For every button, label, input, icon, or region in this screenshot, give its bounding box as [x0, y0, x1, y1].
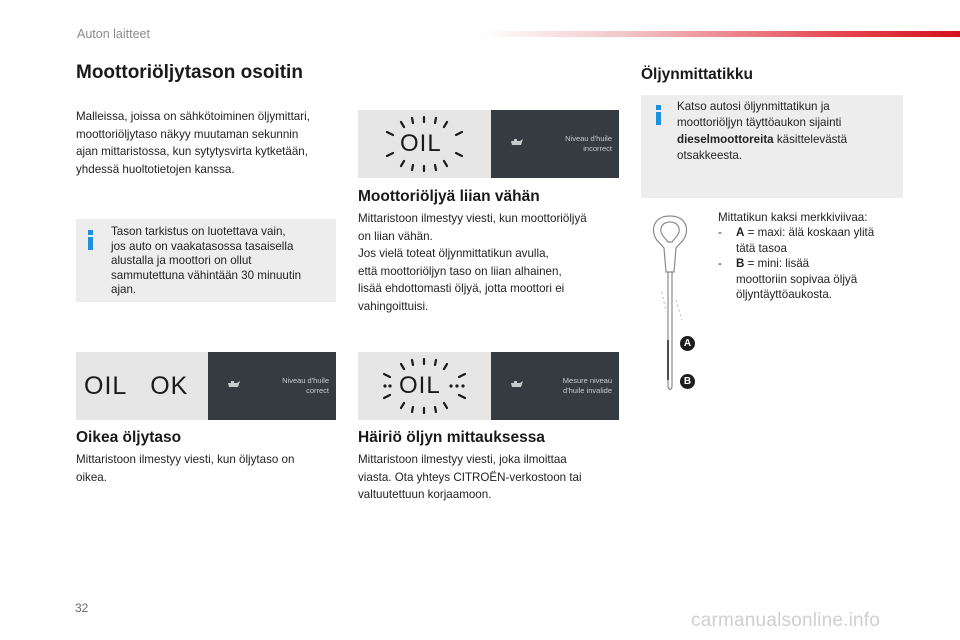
dashboard-message-line: d'huile invalide — [563, 385, 612, 395]
note-line: moottoriöljyn täyttöaukon sijainti — [677, 116, 842, 130]
oil-fault-display — [358, 352, 491, 420]
low-oil-line: vahingoittuisi. — [358, 299, 429, 313]
intro-line: ajan mittaristossa, kun sytytysvirta kytketään, — [76, 145, 308, 158]
dashboard-message — [534, 376, 612, 395]
note-line: ajan. — [111, 283, 137, 297]
dashboard-message-line: Mesure niveau — [562, 376, 612, 385]
dashboard-message — [534, 134, 612, 153]
header-accent-bar — [480, 31, 960, 37]
note-line: sammutettuna vähintään 30 minuutin — [111, 268, 302, 282]
intro-line: Malleissa, joissa on sähkötoiminen öljymittari, — [76, 110, 310, 123]
oil-ok-line: Mittaristoon ilmestyy viesti, kun öljytaso on — [76, 453, 295, 466]
low-oil-line: on liian vähän. — [358, 229, 433, 243]
low-oil-line: että moottoriöljyn taso on liian alhainen, — [358, 264, 562, 278]
mark-b-text: öljyntäyttöaukosta. — [736, 288, 833, 302]
oil-ok-label: OIL OK — [84, 372, 189, 400]
note-line — [677, 132, 847, 148]
oil-can-icon — [510, 379, 524, 389]
mark-a-letter: A — [736, 226, 745, 240]
mark-a-text: tätä tasoa — [736, 241, 787, 255]
note-line: alustalla ja moottori on ollut — [111, 254, 252, 268]
oil-ok-line: oikea. — [76, 470, 107, 484]
dipstick-title: Öljynmittatikku — [641, 66, 753, 83]
oil-fault-line: viasta. Ota yhteys CITROËN-verkostoon tai — [358, 470, 582, 484]
list-dash: - — [718, 226, 722, 240]
dashboard-message — [252, 376, 329, 395]
dashboard-oil-ok — [76, 352, 336, 420]
note-line: Katso autosi öljynmittatikun ja — [677, 100, 830, 113]
oil-ok-title: Oikea öljytaso — [76, 429, 182, 446]
note-bold-term: dieselmoottoreita — [677, 132, 774, 146]
intro-line: moottoriöljytaso näkyy muutaman sekunnin — [76, 127, 299, 141]
oil-fault-text — [358, 451, 620, 504]
oil-can-icon — [227, 379, 241, 389]
mark-a-item — [718, 225, 908, 256]
watermark: carmanualsonline.info — [691, 610, 881, 631]
dashboard-message-line: incorrect — [583, 143, 612, 153]
info-icon — [88, 230, 93, 250]
intro-line: yhdessä huoltotietojen kanssa. — [76, 162, 235, 176]
marker-b-badge: B — [680, 374, 695, 389]
mark-b-letter: B — [736, 257, 745, 271]
oil-fault-title: Häiriö öljyn mittauksessa — [358, 429, 545, 446]
oil-ok-display — [76, 352, 208, 420]
mark-b-text: = mini: lisää — [744, 257, 810, 271]
oil-can-icon — [510, 137, 524, 147]
low-oil-line: Mittaristoon ilmestyy viesti, kun moottoriöljyä — [358, 212, 587, 225]
dipstick-illustration — [640, 212, 700, 397]
low-oil-line: Jos vielä toteat öljynmittatikun avulla, — [358, 247, 549, 260]
note-line-rest: käsittelevästä — [773, 132, 848, 146]
page-number: 32 — [75, 601, 89, 615]
marks-heading: Mittatikun kaksi merkkiviivaa: — [718, 211, 868, 224]
intro-paragraph — [76, 108, 346, 178]
mark-b-text: moottoriin sopivaa öljyä — [736, 272, 858, 286]
low-oil-title: Moottoriöljyä liian vähän — [358, 188, 540, 205]
low-oil-text — [358, 210, 620, 315]
note-line: jos auto on vaakatasossa tasaisella — [111, 239, 294, 253]
list-dash: - — [718, 257, 722, 271]
oil-ok-text — [76, 451, 338, 486]
note-line: Tason tarkistus on luotettava vain, — [111, 225, 286, 238]
note-line: otsakkeesta. — [677, 149, 743, 163]
dashboard-message-line: Niveau d'huile — [565, 134, 612, 143]
oil-label: OIL — [399, 372, 441, 399]
dashboard-oil-fault — [358, 352, 619, 420]
dipstick-marks-list — [718, 210, 908, 302]
dashboard-message-line: correct — [306, 385, 329, 395]
section-title: Auton laitteet — [77, 27, 150, 41]
oil-label: OIL — [400, 130, 442, 157]
info-icon — [656, 105, 661, 125]
oil-warning-display — [358, 110, 491, 178]
dashboard-low-oil — [358, 110, 619, 178]
oil-fault-line: valtuutettuun korjaamoon. — [358, 488, 492, 501]
dipstick-note — [641, 95, 903, 198]
mark-b-item — [718, 256, 908, 302]
low-oil-line: lisää ehdottomasti öljyä, jotta moottori ei — [358, 282, 565, 295]
oil-fault-line: Mittaristoon ilmestyy viesti, joka ilmoittaa — [358, 453, 567, 466]
dashboard-message-line: Niveau d'huile — [282, 376, 329, 385]
mark-a-text: = maxi: älä koskaan ylitä — [744, 226, 875, 240]
page-title: Moottoriöljytason osoitin — [76, 62, 303, 83]
marker-a-badge: A — [680, 336, 695, 351]
level-check-note — [76, 219, 336, 302]
